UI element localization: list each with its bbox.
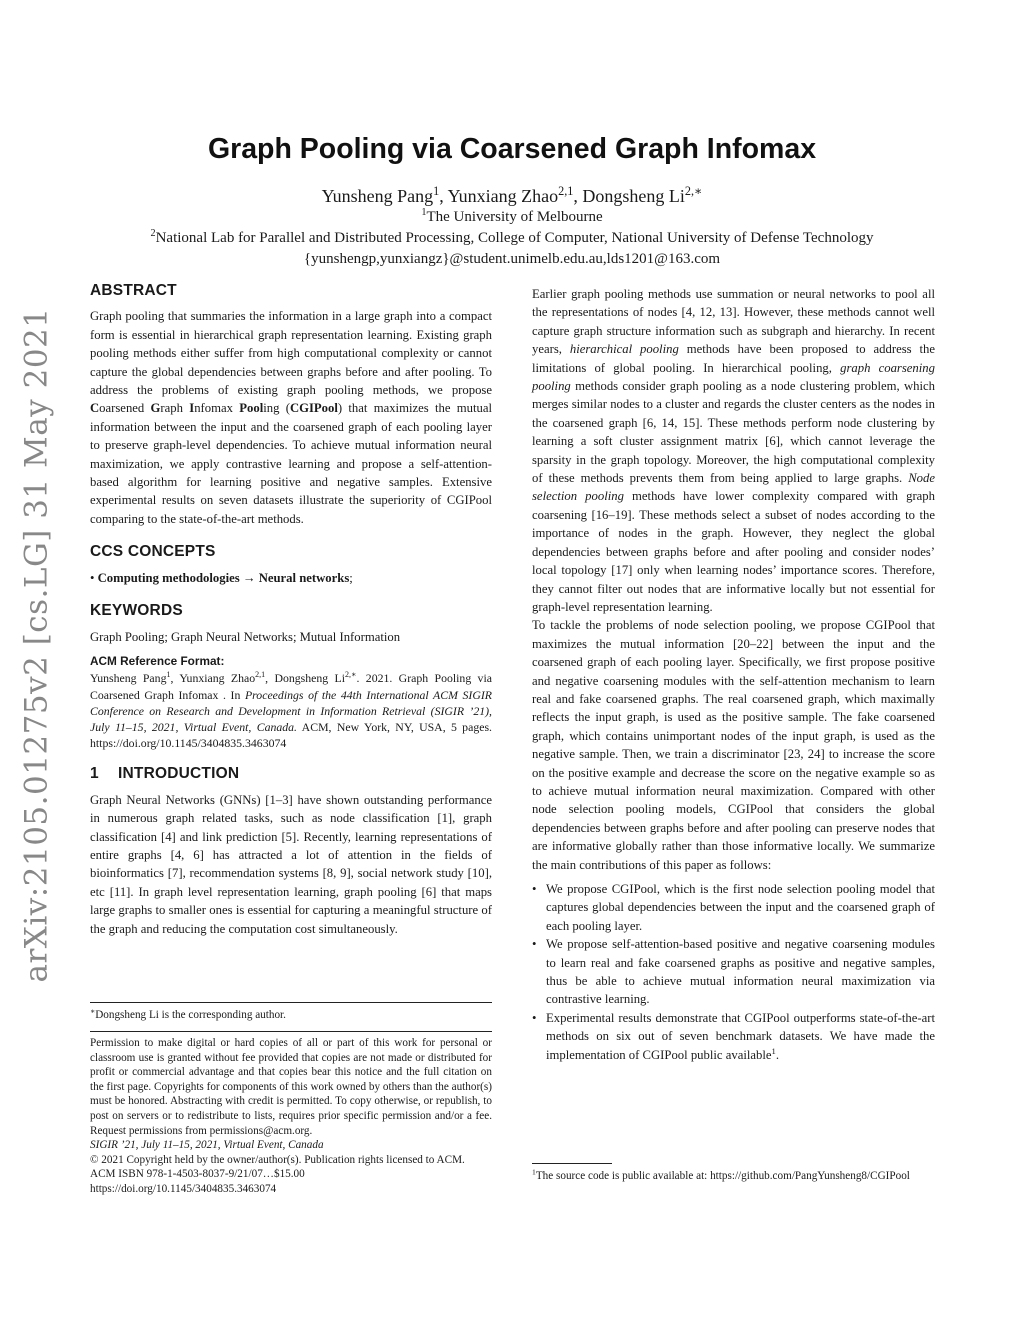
author-name: Yunsheng Pang — [321, 186, 434, 206]
section-title: INTRODUCTION — [118, 765, 240, 783]
footnote-corresponding — [90, 1008, 492, 1023]
conference-line: SIGIR ’21, July 11–15, 2021, Virtual Event, Canada — [90, 1139, 324, 1152]
footnote-source-code — [532, 1169, 935, 1184]
acronym-letter: I — [189, 401, 195, 416]
author-name: Yunxiang Zhao — [447, 186, 559, 206]
ref-venue: Proceedings of the 44th International ACM SIGIR Conference on Research and Development in Information Retrieval (SIGIR ’21), July 11–15, 2021, Virtual Event, Canada. — [90, 687, 492, 734]
left-column — [90, 282, 492, 938]
affiliation-2 — [40, 230, 984, 247]
author-name: Dongsheng Li — [582, 186, 685, 206]
abstract-heading: ABSTRACT — [90, 282, 177, 299]
text-part: methods consider graph pooling as a node clustering problem, which merges similar nodes to a cluster and regards the cluster centers as the nodes in the coarsened graph [6, 14, 15]. These methods perform node clustering by learning a soft cluster assignment matrix [6], which cannot leverage the sparsity in the graph topology. Moreover, the high computational complexity of these methods prevents them from being applied to large graphs. — [532, 379, 935, 486]
footnote-mark: 1 — [771, 1045, 776, 1056]
author-emails: {yunshengp,yunxiangz}@student.unimelb.edu.au,lds1201@163.com — [303, 251, 721, 267]
contribution-text: We propose self-attention-based positive and negative coarsening modules to learn real and fake coarsened graphs as positive and negative samples, thus be able to achieve mutual information neural maximization via contrastive learning. — [546, 937, 935, 1007]
ccs-arrow: → — [239, 570, 259, 585]
arxiv-stamp — [6, 307, 66, 983]
ccs-heading: CCS CONCEPTS — [90, 543, 216, 561]
intro-paragraph: Graph Neural Networks (GNNs) [1–3] have shown outstanding performance in numerous graph related tasks, such as node classification [1], graph classification [4] and link prediction [5]. Recently, learning representations of entire graphs [4, 6] has attracted a lot of attention in the fields of bioinformatics [7], recommendation systems [8, 9], social network study [10], etc [11]. In graph level representation learning, graph pooling [6] that maps large graphs to smaller ones is essential for capturing a meaningful structure of the graph and reducing the computation cost simultaneously. — [90, 792, 492, 936]
ccs-category: Computing methodologies — [97, 570, 240, 585]
text-part: Earlier graph pooling methods use summation or neural networks to pool all the representations of nodes [4, 12, 13]. However, these methods cannot well capture graph structure information such as subgraph and hierarchy. In recent years, — [532, 287, 935, 357]
footnote-text: Dongsheng Li is the corresponding author. — [95, 1009, 286, 1021]
ref-sup: 1 — [166, 670, 171, 680]
text-part: methods have lower complexity compared with graph coarsening [16–19]. These methods select a subset of nodes according to the importance of nodes in the graph. However, they neglect the global dependencies between graphs before and after pooling and consider nodes’ local topology [17] only when learning nodes’ importance scores. Therefore, they cannot filter out nodes that are informative locally but not essential for graph-level representation learning. — [532, 489, 935, 614]
text-part: methods have been proposed to address the limitations of global pooling. In hierarchical pooling, — [532, 342, 935, 375]
ref-part: Yunsheng Pang — [90, 671, 167, 686]
emphasis: Node selection pooling — [532, 471, 935, 504]
abstract-part: ing ( — [263, 401, 290, 416]
contribution-list — [532, 880, 935, 1064]
affil-mark: 1 — [421, 207, 427, 218]
acronym-letter: C — [90, 401, 100, 416]
author-affil-mark: 2,1 — [558, 184, 574, 198]
affiliation-text: National Lab for Parallel and Distributed Processing, College of Computer, National University of Defense Technology — [155, 230, 874, 246]
abstract-part: ) that maximizes the mutual information between the input and the coarsened graph of each pooling layer to preserve graph-level dependencies. To achieve mutual information neural maximization, we apply contrastive learning and propose a self-attention-based algorithm for learning positive and negative samples. Extensive experimental results on seven datasets illustrate the superiority of CGIPool comparing to the state-of-the-art methods. — [90, 401, 492, 526]
permission-block — [90, 1036, 492, 1197]
abstract-part: raph — [160, 401, 190, 416]
list-item — [532, 1009, 935, 1064]
arxiv-id: arXiv:2105.01275v2 [cs.LG] 31 May 2021 — [18, 307, 54, 983]
acronym-letter: G — [150, 401, 161, 416]
ref-part: . 2021. Graph Pooling via Coarsened Graph Infomax . In — [90, 671, 492, 702]
ccs-concepts — [90, 569, 492, 587]
author-list: Yunsheng Pang$^1$, Yunxiang Zhao$^{2,1}$, Dongsheng $Li^{2,∗}$ — [321, 184, 703, 206]
abstract-part: oarsened — [99, 401, 151, 416]
footnote-mark: ∗ — [90, 1006, 96, 1016]
keywords-text: Graph Pooling; Graph Neural Networks; Mutual Information — [90, 629, 401, 644]
acm-ref-text — [90, 670, 492, 751]
intro-heading — [90, 765, 492, 783]
abstract-text — [90, 307, 492, 528]
emphasis: graph coarsening pooling — [532, 360, 935, 394]
footnote-mark: 1 — [532, 1167, 536, 1177]
ccs-subcategory: Neural networks — [258, 570, 350, 585]
right-column — [532, 285, 935, 1064]
footnote-rule — [90, 1002, 492, 1003]
footnote-rule — [532, 1163, 612, 1164]
author-affil-mark: 2,∗ — [684, 184, 703, 198]
intro-paragraph-2 — [532, 285, 935, 616]
affiliation-text: The University of Melbourne — [426, 209, 603, 225]
acm-ref-label: ACM Reference Format: — [90, 653, 225, 668]
emphasis: hierarchical pooling — [569, 342, 679, 357]
paper-title: Graph Pooling via Coarsened Graph Infomax — [207, 133, 817, 165]
ref-part: , Yunxiang Zhao — [170, 671, 256, 686]
ccs-bullet: • — [90, 570, 98, 585]
author-affil-mark: 1 — [433, 184, 440, 198]
isbn-line: ACM ISBN 978-1-4503-8037-9/21/07…$15.00 — [90, 1168, 305, 1181]
model-name: CGIPool — [289, 401, 338, 416]
permission-text: Permission to make digital or hard copies of all or part of this work for personal or classroom use is granted without fee provided that copies are not made or distributed for profit or commercial advantage and that copies bear this notice and the full citation on the first page. Copyrights for components of this work owned by others than the author(s) must be honored. Abstracting with credit is permitted. To copy otherwise, or republish, to post on servers or to redistribute to lists, requires prior specific permission and/or a fee. Request permissions from permissions@acm.org. — [90, 1037, 492, 1137]
affil-mark: 2 — [150, 228, 156, 239]
ref-part: ACM, New York, NY, USA, 5 pages. https://doi.org/10.1145/3404835.3463074 — [90, 719, 492, 751]
text-part: . — [775, 1047, 779, 1062]
affiliation-1 — [90, 209, 934, 226]
acronym-letter: Pool — [239, 401, 264, 416]
contribution-text: Experimental results demonstrate that CGIPool outperforms state-of-the-art methods on six out of seven benchmark datasets. We have made the implementation of CGIPool public available — [546, 1010, 935, 1062]
copyright-line: © 2021 Copyright held by the owner/author(s). Publication rights licensed to ACM. — [90, 1153, 465, 1166]
ref-sup: 2,∗ — [345, 670, 357, 680]
ref-sup: 2,1 — [255, 670, 266, 680]
footnote-text: The source code is public available at: https://github.com/PangYunsheng8/CGIPool — [535, 1170, 910, 1182]
abstract-part: Graph pooling that summaries the information in a large graph into a compact form is essential in hierarchical graph representation learning. Existing graph pooling methods either suffer from high computational complexity or cannot capture the global dependencies between graphs before and after pooling. To address the problems of existing graph pooling methods, we propose — [90, 309, 492, 398]
acm-reference — [90, 652, 492, 751]
ref-part: , Dongsheng Li — [265, 671, 346, 686]
section-number: 1 — [90, 765, 99, 783]
list-item — [532, 880, 935, 935]
intro-paragraph-3: To tackle the problems of node selection pooling, we propose CGIPool that maximizes the mutual information [20–22] between the input and the coarsened graph of each pooling layer. Specifically, we first propose positive and negative coarsening modules with the self-attention mechanism to learn real and fake coarsened graphs. The real coarsened graph, which maximally reflects the input graph, is used as the positive sample. The fake coarsened graph, which contains unimportant nodes of the input graph, is used as the negative sample. Then, we train a discriminator [23, 24] to increase the score on the positive example and decrease the score on the negative example so as to achieve mutual information neural maximization. Compared with other node selection pooling models, CGIPool that considers the global dependencies between graphs before and after pooling can preserve nodes that are informative globally rather than those informative locally. We summarize the main contributions of this paper as follows: — [532, 618, 935, 872]
doi-line: https://doi.org/10.1145/3404835.3463074 — [90, 1182, 277, 1195]
abstract-part: nfomax — [194, 401, 240, 416]
permission-rule — [90, 1031, 492, 1032]
keywords-heading: KEYWORDS — [90, 602, 183, 620]
ccs-end: ; — [349, 570, 353, 585]
list-item — [532, 935, 935, 1009]
contribution-text: We propose CGIPool, which is the first node selection pooling model that captures global dependencies between the input and the coarsened graph of each pooling layer. — [546, 882, 935, 933]
